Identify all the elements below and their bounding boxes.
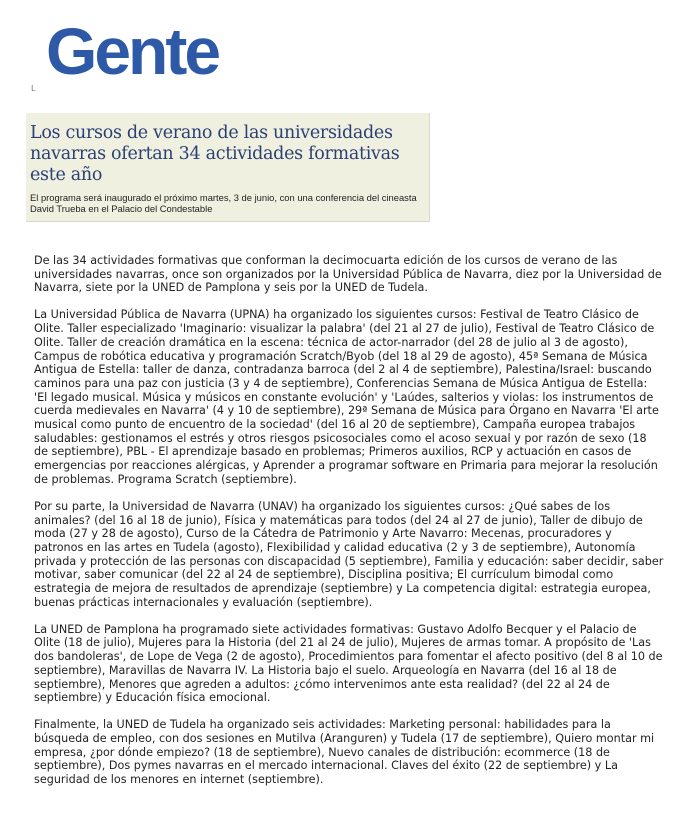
- article-paragraph-uned-pamplona: La UNED de Pamplona ha programado siete actividades formativas: Gustavo Adolfo Becquer y el Palacio de Olite (18 de julio), Mujeres para la Historia (del 21 al 24 de julio), Mujeres de armas tomar. A propósito de 'Las dos bandoleras', de Lope de Vega (2 de agosto), Procedimientos para fomentar el afecto positivo (del 8 al 10 de septiembre), Maravillas de Navarra IV. La Historia bajo el suelo. Arqueología en Navarra (del 16 al 18 de septiembre), Menores que agreden a adultos: ¿cómo intervenimos ante esta realidad? (del 22 al 24 de septiembre) y Educación física emocional.: [34, 622, 663, 705]
- article-paragraph-uned-tudela: Finalmente, la UNED de Tudela ha organizado seis actividades: Marketing personal: habilidades para la búsqueda de empleo, con dos sesiones en Mutilva (Aranguren) y Tudela (17 de septiembre), Quiero montar mi empresa, ¿por dónde empiezo? (18 de septiembre), Nuevo canales de distribución: ecommerce (18 de septiembre), Dos pymes navarras en el mercado internacional. Claves del éxito (22 de septiembre) y La seguridad de los menores en internet (septiembre).: [34, 718, 655, 787]
- headline-box: [26, 113, 430, 222]
- article-headline: Los cursos de verano de las universidades navarras ofertan 34 actividades formativas este año: [30, 123, 400, 185]
- article-body: [34, 254, 664, 800]
- article-paragraph-intro: De las 34 actividades formativas que conforman la decimocuarta edición de los cursos de verano de las universidades navarras, once son organizados por la Universidad Pública de Navarra, diez por la Universidad de Navarra, siete por la UNED de Pamplona y seis por la UNED de Tudela.: [34, 254, 662, 295]
- article-paragraph-unav: Por su parte, la Universidad de Navarra (UNAV) ha organizado los siguientes cursos: ¿Qué sabes de los animales? (del 16 al 18 de junio), Física y matemáticas para todos (del 24 al 27 de junio), Taller de dibujo de moda (27 y 28 de agosto), Curso de la Cátedra de Patrimonio y Arte Navarro: Mecenas, procuradores y patronos en las artes en Tudela (agosto), Flexibilidad y calidad educativa (2 y 3 de septiembre), Autonomía privada y protección de las personas con discapacidad (5 septiembre), Familia y educación: saber decidir, saber motivar, saber comunicar (del 22 al 24 de septiembre), Disciplina positiva; El currículum bimodal como estrategia de mejora de resultados de aprendizaje (septiembre) y La competencia digital: estrategia europea, buenas prácticas internacionales y evaluación (septiembre).: [34, 499, 664, 609]
- article-subtitle: El programa será inaugurado el próximo martes, 3 de junio, con una conferencia del cineasta David Trueba en el Palacio del Condestable: [30, 192, 417, 214]
- gente-logo: Gente: [46, 14, 219, 88]
- logo-mark: L: [31, 84, 36, 93]
- article-paragraph-upna: La Universidad Pública de Navarra (UPNA) ha organizado los siguientes cursos: Festival de Teatro Clásico de Olite. Taller especializado 'Imaginario: visualizar la palabra' (del 21 al 27 de julio), Festival de Teatro Clásico de Olite. Taller de creación dramática en la escena: técnica de actor-narrador (del 28 de julio al 3 de agosto), Campus de robótica educativa y programación Scratch/Byob (del 18 al 29 de agosto), 45ª Semana de Música Antigua de Estella: taller de danza, contradanza barroca (del 2 al 4 de septiembre), Palestina/Israel: buscando caminos para una paz con justicia (3 y 4 de septiembre), Conferencias Semana de Música Antigua de Estella: 'El legado musical. Música y músicos en constante evolución' y 'Laúdes, salterios y violas: los instrumentos de cuerda medievales en Navarra' (4 y 10 de septiembre), 29ª Semana de Música para Órgano en Navarra 'El arte musical como punto de encuentro de la sociedad' (del 16 al 20 de septiembre), Campaña europea trabajos saludables: gestionamos el estrés y otros riesgos psicosociales como el acoso sexual y por razón de sexo (18 de septiembre), PBL - El aprendizaje basado en problemas; Primeros auxilios, RCP y actuación en casos de emergencias por reacciones alérgicas, y Aprender a programar software en Primaria para mejorar la resolución de problemas. Programa Scratch (septiembre).: [34, 308, 659, 486]
